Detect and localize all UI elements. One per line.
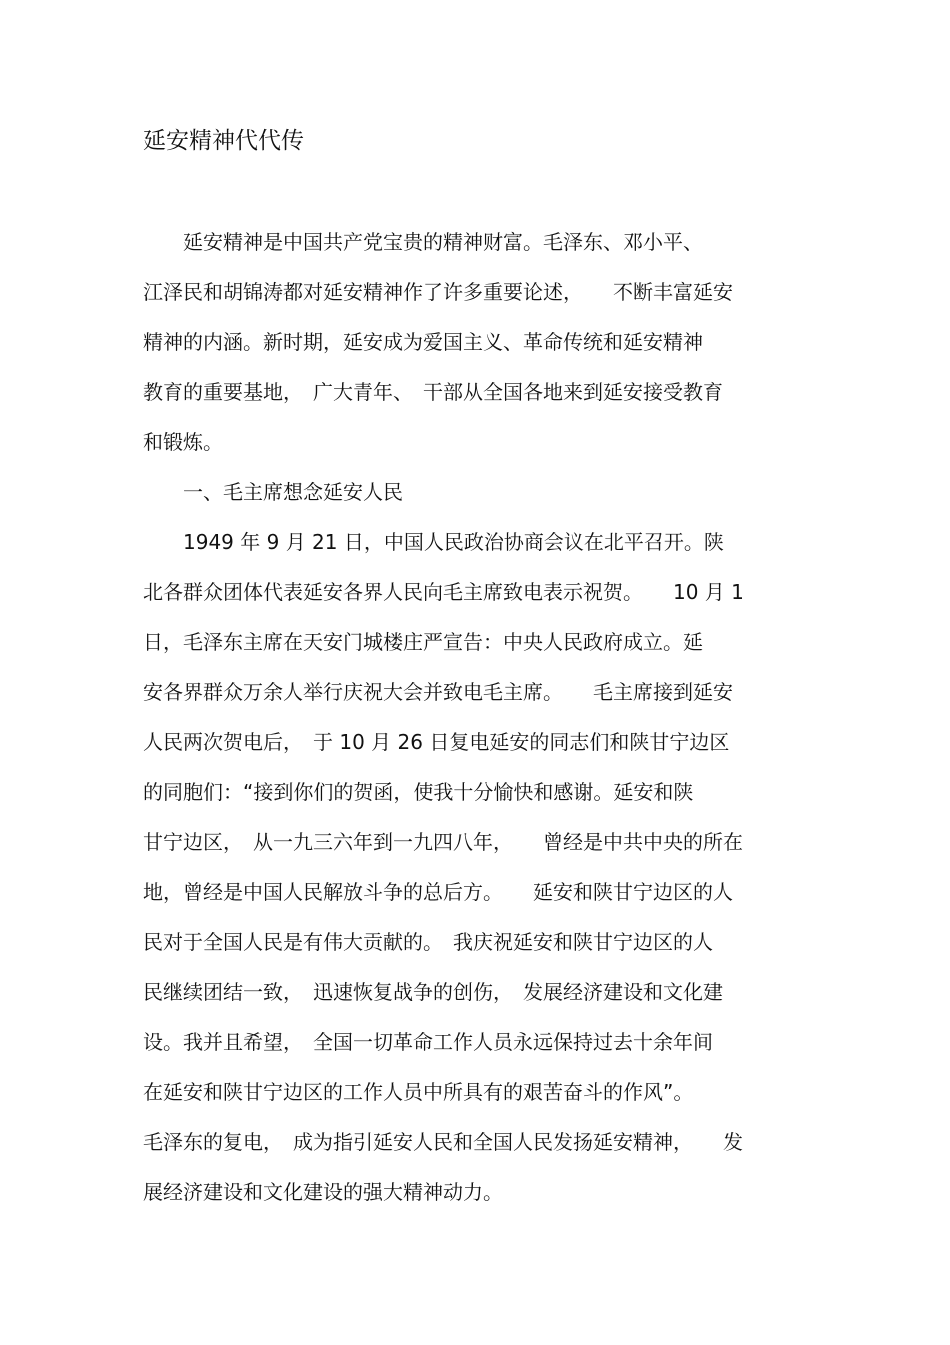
body-line: 人民两次贺电后， 于 10 月 26 日复电延安的同志们和陕甘宁边区 <box>143 730 730 754</box>
section-heading: 一、毛主席想念延安人民 <box>143 480 403 504</box>
body-line: 展经济建设和文化建设的强大精神动力。 <box>143 1180 503 1204</box>
body-line: 的同胞们：“接到你们的贺函，使我十分愉快和感谢。延安和陕 <box>143 780 694 804</box>
document-title: 延安精神代代传 <box>143 128 304 154</box>
body-line: 精神的内涵。新时期，延安成为爱国主义、革命传统和延安精神 <box>143 330 703 354</box>
body-line: 延安精神是中国共产党宝贵的精神财富。毛泽东、邓小平、 <box>143 230 703 254</box>
body-line: 地，曾经是中国人民解放斗争的总后方。 延安和陕甘宁边区的人 <box>143 880 733 904</box>
body-line: 北各群众团体代表延安各界人民向毛主席致电表示祝贺。 10 月 1 <box>143 580 744 604</box>
body-line: 毛泽东的复电， 成为指引延安人民和全国人民发扬延安精神， 发 <box>143 1130 743 1154</box>
body-line: 设。我并且希望， 全国一切革命工作人员永远保持过去十余年间 <box>143 1030 713 1054</box>
body-line: 江泽民和胡锦涛都对延安精神作了许多重要论述， 不断丰富延安 <box>143 280 733 304</box>
body-line: 安各界群众万余人举行庆祝大会并致电毛主席。 毛主席接到延安 <box>143 680 733 704</box>
body-line: 民对于全国人民是有伟大贡献的。 我庆祝延安和陕甘宁边区的人 <box>143 930 713 954</box>
body-line: 1949 年 9 月 21 日，中国人民政治协商会议在北平召开。陕 <box>143 530 724 554</box>
body-line: 教育的重要基地， 广大青年、 干部从全国各地来到延安接受教育 <box>143 380 723 404</box>
body-line: 和锻炼。 <box>143 430 223 454</box>
body-line: 在延安和陕甘宁边区的工作人员中所具有的艰苦奋斗的作风”。 <box>143 1080 694 1104</box>
body-line: 民继续团结一致， 迅速恢复战争的创伤， 发展经济建设和文化建 <box>143 980 723 1004</box>
body-line: 甘宁边区， 从一九三六年到一九四八年， 曾经是中共中央的所在 <box>143 830 743 854</box>
body-line: 日，毛泽东主席在天安门城楼庄严宣告：中央人民政府成立。延 <box>143 630 703 654</box>
